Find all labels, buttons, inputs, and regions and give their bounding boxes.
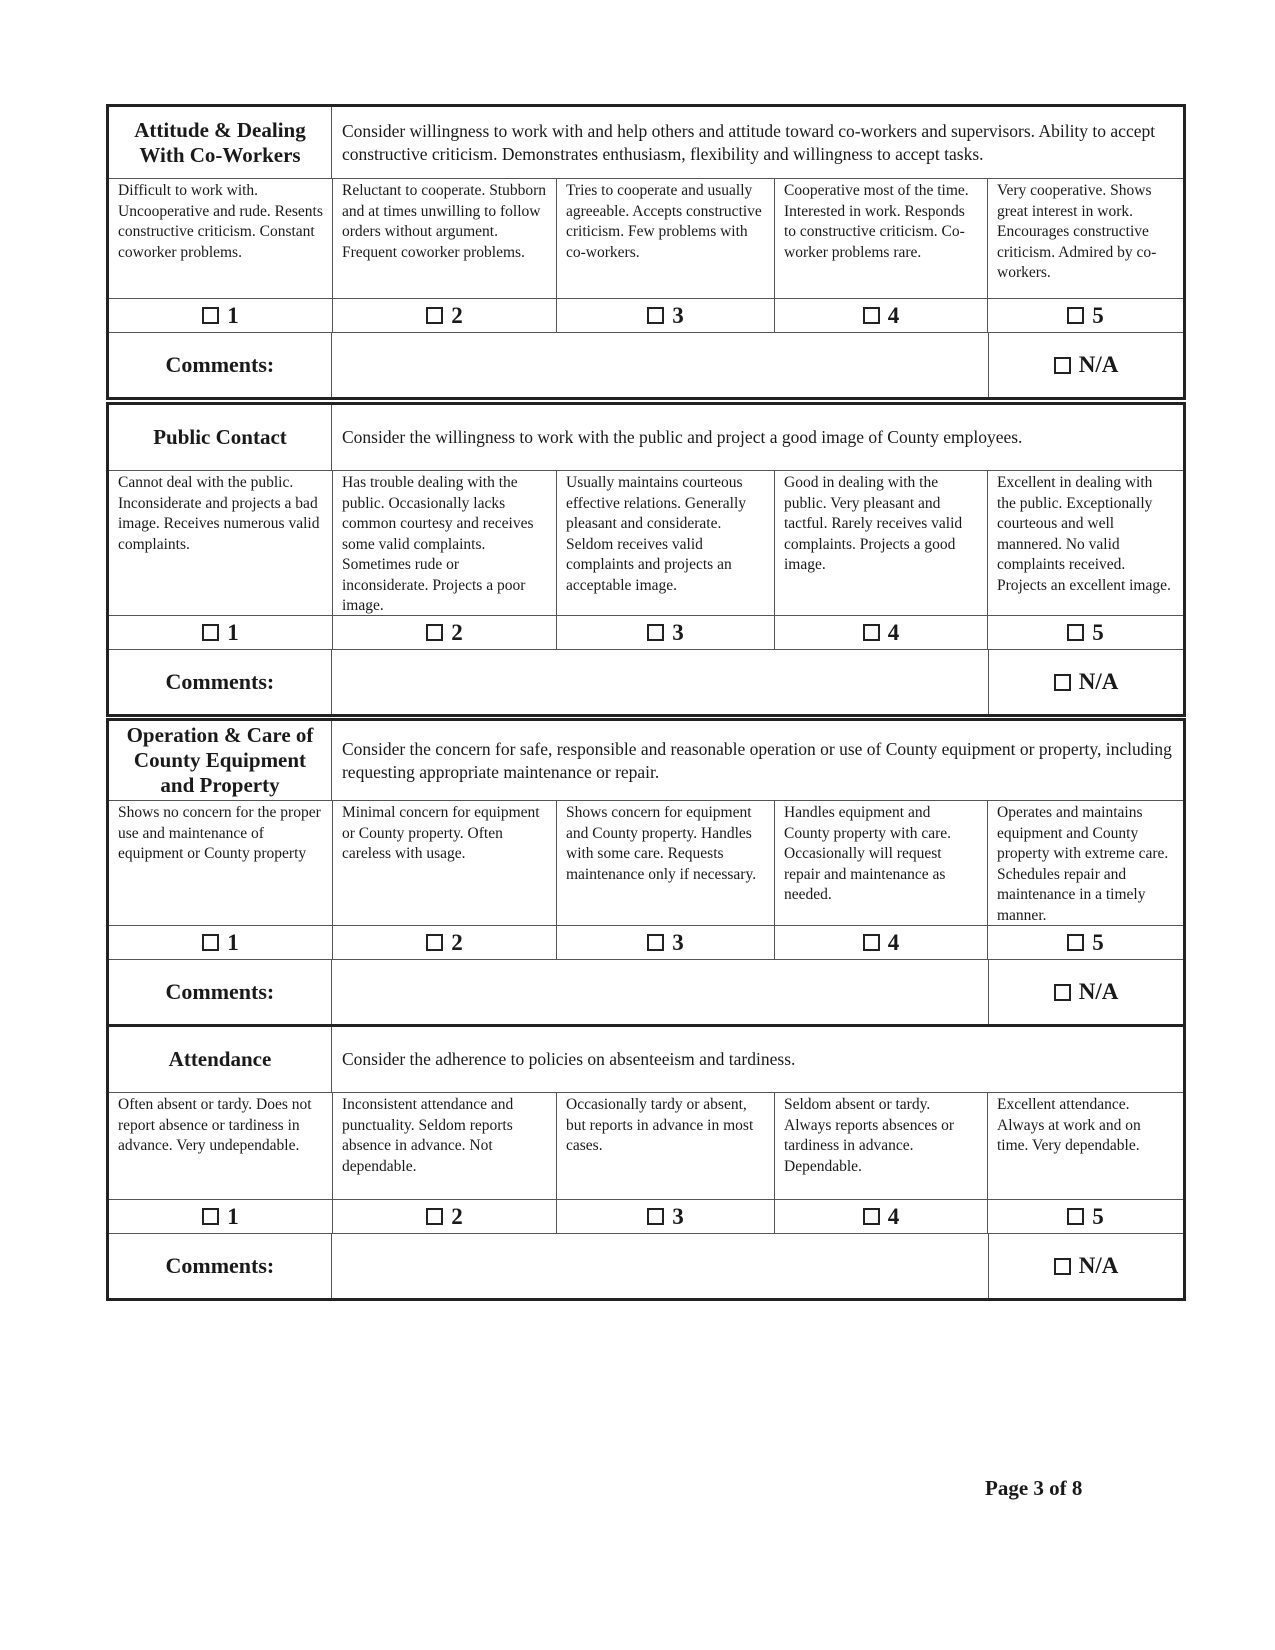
rating-option-4[interactable]: 4: [775, 299, 988, 332]
section-header-row: [109, 1027, 1183, 1093]
level-1-description: Difficult to work with. Uncooperative and rude. Resents constructive criticism. Constant coworker problems.: [109, 179, 333, 298]
comments-label: Comments:: [109, 960, 332, 1024]
checkbox-icon[interactable]: [647, 934, 664, 951]
section-consider-text: Consider the willingness to work with the public and project a good image of County employees.: [341, 427, 1023, 447]
level-5-description: Excellent in dealing with the public. Exceptionally courteous and well mannered. No valid complaints received. Projects an excellent image.: [997, 474, 1171, 594]
rating-option-2[interactable]: 2: [333, 926, 557, 959]
level-4-description: Seldom absent or tardy. Always reports absences or tardiness in advance. Dependable.: [775, 1093, 988, 1199]
checkbox-icon[interactable]: [647, 307, 664, 324]
checkbox-icon[interactable]: [202, 1208, 219, 1225]
level-5-description: Excellent attendance. Always at work and on time. Very dependable.: [997, 1096, 1141, 1154]
comments-field[interactable]: [332, 650, 989, 714]
checkbox-icon[interactable]: [1067, 1208, 1084, 1225]
checkbox-icon[interactable]: [1067, 307, 1084, 324]
level-descriptions-row: [109, 471, 1183, 616]
rating-option-3[interactable]: 3: [557, 1200, 775, 1233]
checkbox-icon[interactable]: [1054, 984, 1071, 1001]
rating-option-4[interactable]: 4: [775, 1200, 988, 1233]
rating-option-4[interactable]: 4: [775, 926, 988, 959]
checkbox-icon[interactable]: [426, 934, 443, 951]
checkbox-icon[interactable]: [202, 624, 219, 641]
checkbox-icon[interactable]: [426, 624, 443, 641]
checkbox-icon[interactable]: [426, 1208, 443, 1225]
rating-row: [109, 1200, 1183, 1234]
rating-row: [109, 926, 1183, 960]
level-2-description: Has trouble dealing with the public. Occasionally lacks common courtesy and receives some valid complaints. Sometimes rude or inconsiderate. Projects a poor image.: [333, 471, 557, 615]
rating-option-3[interactable]: 3: [557, 926, 775, 959]
checkbox-icon[interactable]: [647, 1208, 664, 1225]
na-option[interactable]: N/A: [989, 960, 1183, 1024]
rating-option-2[interactable]: 2: [333, 1200, 557, 1233]
checkbox-icon[interactable]: [1067, 934, 1084, 951]
checkbox-icon[interactable]: [1054, 674, 1071, 691]
checkbox-icon[interactable]: [863, 624, 880, 641]
section-header-row: [109, 721, 1183, 801]
level-2-description: Inconsistent attendance and punctuality. Seldom reports absence in advance. Not dependable.: [333, 1093, 557, 1199]
section-title: Attitude & Dealing With Co-Workers: [109, 107, 332, 178]
rating-option-2[interactable]: 2: [333, 616, 557, 649]
comments-row: [109, 1234, 1183, 1298]
rating-option-1[interactable]: 1: [109, 926, 333, 959]
rating-row: [109, 616, 1183, 650]
section-public-contact: [106, 402, 1186, 717]
comments-row: [109, 333, 1183, 397]
na-option[interactable]: N/A: [989, 650, 1183, 714]
level-4-description: Cooperative most of the time. Interested in work. Responds to constructive criticism. Co-worker problems rare.: [775, 179, 988, 298]
level-3-description: Occasionally tardy or absent, but reports in advance in most cases.: [557, 1093, 775, 1199]
level-1-description: Often absent or tardy. Does not report absence or tardiness in advance. Very undependable.: [109, 1093, 333, 1199]
level-1-description: Cannot deal with the public. Inconsiderate and projects a bad image. Receives numerous valid complaints.: [109, 471, 333, 615]
section-title: Operation & Care of County Equipment and Property: [109, 721, 332, 800]
comments-label: Comments:: [109, 650, 332, 714]
section-attendance: [106, 1024, 1186, 1301]
level-1-description: Shows no concern for the proper use and maintenance of equipment or County property: [109, 801, 333, 925]
rating-option-1[interactable]: 1: [109, 616, 333, 649]
level-descriptions-row: [109, 801, 1183, 926]
section-title: Attendance: [109, 1027, 332, 1092]
level-2-description: Reluctant to cooperate. Stubborn and at times unwilling to follow orders without argument. Frequent coworker problems.: [333, 179, 557, 298]
level-2-description: Minimal concern for equipment or County property. Often careless with usage.: [333, 801, 557, 925]
level-3-description: Shows concern for equipment and County property. Handles with some care. Requests maintenance only if necessary.: [557, 801, 775, 925]
section-consider-text: Consider willingness to work with and help others and attitude toward co-workers and supervisors. Ability to accept constructive criticism. Demonstrates enthusiasm, flexibility and willingness to accept tasks.: [341, 120, 1156, 164]
checkbox-icon[interactable]: [647, 624, 664, 641]
rating-option-5[interactable]: 5: [988, 926, 1183, 959]
comments-label: Comments:: [109, 333, 332, 397]
level-4-description: Handles equipment and County property with care. Occasionally will request repair and maintenance as needed.: [775, 801, 988, 925]
rating-option-2[interactable]: 2: [333, 299, 557, 332]
section-attitude: [106, 104, 1186, 400]
na-option[interactable]: N/A: [989, 333, 1183, 397]
checkbox-icon[interactable]: [1067, 624, 1084, 641]
rating-option-5[interactable]: 5: [988, 1200, 1183, 1233]
level-5-description: Operates and maintains equipment and County property with extreme care. Schedules repair and maintenance in a timely manner.: [997, 804, 1169, 924]
section-consider-text: Consider the adherence to policies on absenteeism and tardiness.: [341, 1049, 796, 1069]
rating-option-3[interactable]: 3: [557, 616, 775, 649]
level-5-description: Very cooperative. Shows great interest in work. Encourages constructive criticism. Admired by co-workers.: [997, 182, 1157, 281]
checkbox-icon[interactable]: [863, 307, 880, 324]
section-consider-text: Consider the concern for safe, responsible and reasonable operation or use of County equipment or property, including requesting appropriate maintenance or repair.: [341, 738, 1172, 782]
level-3-description: Tries to cooperate and usually agreeable. Accepts constructive criticism. Few problems with co-workers.: [557, 179, 775, 298]
comments-label: Comments:: [109, 1234, 332, 1298]
comments-field[interactable]: [332, 1234, 989, 1298]
checkbox-icon[interactable]: [863, 934, 880, 951]
comments-field[interactable]: [332, 960, 989, 1024]
rating-option-4[interactable]: 4: [775, 616, 988, 649]
level-descriptions-row: [109, 1093, 1183, 1200]
level-3-description: Usually maintains courteous effective relations. Generally pleasant and considerate. Seldom receives valid complaints and projects an acceptable image.: [557, 471, 775, 615]
level-descriptions-row: [109, 179, 1183, 299]
checkbox-icon[interactable]: [1054, 357, 1071, 374]
level-4-description: Good in dealing with the public. Very pleasant and tactful. Rarely receives valid complaints. Projects a good image.: [775, 471, 988, 615]
rating-option-5[interactable]: 5: [988, 616, 1183, 649]
rating-option-1[interactable]: 1: [109, 299, 333, 332]
section-equipment: [106, 718, 1186, 1027]
checkbox-icon[interactable]: [202, 934, 219, 951]
rating-row: [109, 299, 1183, 333]
comments-row: [109, 650, 1183, 714]
checkbox-icon[interactable]: [863, 1208, 880, 1225]
checkbox-icon[interactable]: [1054, 1258, 1071, 1275]
na-option[interactable]: N/A: [989, 1234, 1183, 1298]
checkbox-icon[interactable]: [426, 307, 443, 324]
rating-option-5[interactable]: 5: [988, 299, 1183, 332]
comments-row: [109, 960, 1183, 1024]
comments-field[interactable]: [332, 333, 989, 397]
page-number: Page 3 of 8: [985, 1476, 1083, 1500]
section-header-row: [109, 107, 1183, 179]
section-title: Public Contact: [109, 405, 332, 470]
checkbox-icon[interactable]: [202, 307, 219, 324]
rating-option-1[interactable]: 1: [109, 1200, 333, 1233]
section-header-row: [109, 405, 1183, 471]
rating-option-3[interactable]: 3: [557, 299, 775, 332]
